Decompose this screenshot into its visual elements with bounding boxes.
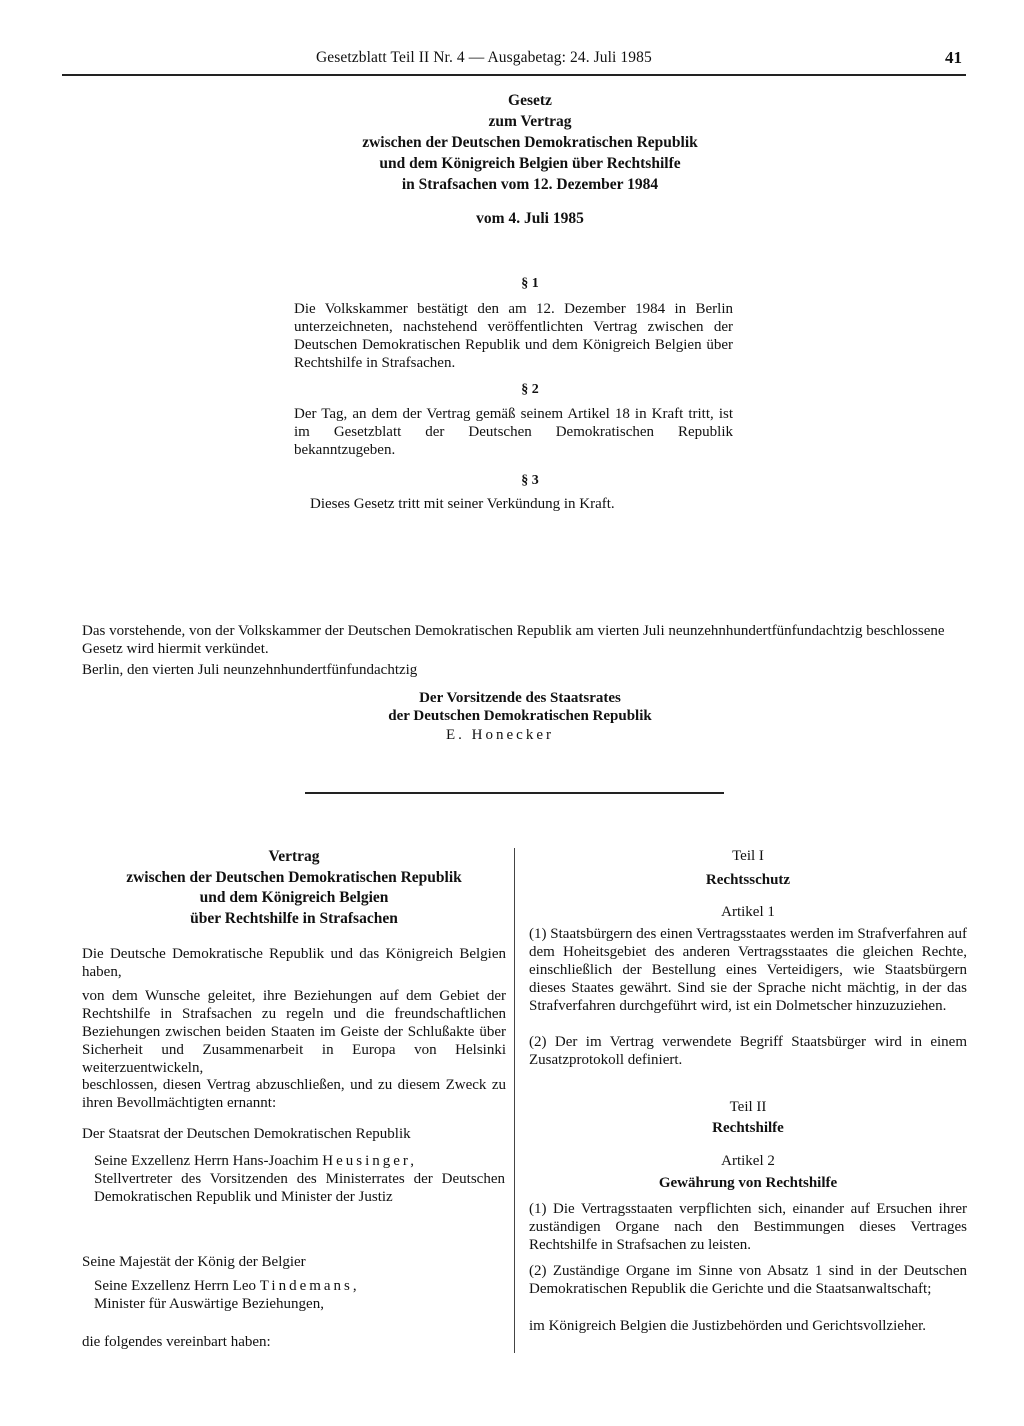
- section-1-heading: § 1: [521, 276, 539, 291]
- treaty-title-line: und dem Königreich Belgien: [199, 889, 389, 906]
- law-title-line: in Strafsachen vom 12. Dezember 1984: [401, 176, 659, 193]
- section-3-text: Dieses Gesetz tritt mit seiner Verkündung in Kraft.: [310, 496, 615, 512]
- column-divider: [514, 848, 515, 1353]
- article-1-label: Artikel 1: [721, 904, 775, 920]
- article-2-paragraph-1: (1) Die Vertragsstaaten verpflichten sich, einander auf Ersuchen ihrer zuständigen Organe nach den Bestimmungen dieses Vertrages Rechtshilfe in Strafsachen zu leisten.: [529, 1201, 967, 1253]
- law-title-line: Gesetz: [508, 92, 552, 109]
- law-title: [210, 90, 850, 195]
- treaty-title: [82, 847, 506, 929]
- page-header: [62, 44, 966, 76]
- section-2-heading: § 2: [521, 382, 539, 397]
- party-2: Seine Majestät der König der Belgier: [82, 1254, 306, 1270]
- signatory-name: E. Honecker: [446, 727, 554, 743]
- plenipotentiary-1: [94, 1152, 505, 1206]
- plenipotentiary-1-role: Stellvertreter des Vorsitzenden des Ministerrates der Deutschen Demokratischen Republik und Minister der Justiz: [94, 1171, 505, 1205]
- part-1-label: Teil I: [732, 848, 764, 864]
- plenipotentiary-2-prefix: Seine Exzellenz Herrn Leo: [94, 1278, 257, 1294]
- party-1: Der Staatsrat der Deutschen Demokratischen Republik: [82, 1126, 411, 1142]
- page-number: 41: [945, 48, 962, 67]
- article-1-paragraph-1: (1) Staatsbürgern des einen Vertragsstaates werden im Strafverfahren auf dem Hoheitsgebiet des anderen Vertragsstaates die gleichen Rechte, einschließlich der Bestellung eines Verteidigers, wie Staatsbürgern dieses Staates gewährt. Sind sie der Sprache nicht mächtig, in der das Strafverfahren durchgeführt wird, ist ein Dolmetscher hinzuzuziehen.: [529, 926, 967, 1014]
- law-title-line: zwischen der Deutschen Demokratischen Republik: [362, 134, 698, 151]
- part-1-title: Rechtsschutz: [705, 872, 791, 888]
- signatory-title-1: Der Vorsitzende des Staatsrates: [419, 690, 621, 706]
- treaty-title-line: über Rechtshilfe in Strafsachen: [190, 909, 398, 927]
- promulgation-text: Das vorstehende, von der Volkskammer der Deutschen Demokratischen Republik am vierten Juli neunzehnhundertfünfundachtzig beschlossene Gesetz wird hiermit verkündet.: [82, 623, 945, 657]
- plenipotentiary-2-name: Tindemans,: [259, 1278, 360, 1294]
- closing-formula: die folgendes vereinbart haben:: [82, 1334, 271, 1350]
- article-2-paragraph-2: (2) Zuständige Organe im Sinne von Absatz 1 sind in der Deutschen Demokratischen Republik die Gerichte und die Staatsanwaltschaft;: [529, 1263, 967, 1297]
- plenipotentiary-2-role: Minister für Auswärtige Beziehungen,: [94, 1296, 324, 1312]
- plenipotentiary-1-prefix: Seine Exzellenz Herrn Hans-Joachim: [94, 1153, 319, 1169]
- section-3-heading: § 3: [521, 473, 539, 488]
- promulgation-place-date: Berlin, den vierten Juli neunzehnhundertfünfundachtzig: [82, 662, 418, 678]
- law-title-line: zum Vertrag: [488, 113, 572, 130]
- treaty-title-line: zwischen der Deutschen Demokratischen Republik: [126, 868, 462, 886]
- article-2-title: Gewährung von Rechtshilfe: [658, 1175, 838, 1191]
- part-2-label: Teil II: [729, 1099, 767, 1115]
- article-2-paragraph-3: im Königreich Belgien die Justizbehörden und Gerichtsvollzieher.: [529, 1318, 926, 1334]
- part-2-title: Rechtshilfe: [712, 1120, 784, 1136]
- section-1-text: Die Volkskammer bestätigt den am 12. Dezember 1984 in Berlin unterzeichneten, nachstehend veröffentlichten Vertrag zwischen der Deutschen Demokratischen Republik und dem Königreich Belgien über Rechtshilfe in Strafsachen.: [294, 301, 733, 371]
- article-2-label: Artikel 2: [721, 1153, 775, 1169]
- preamble-2: von dem Wunsche geleitet, ihre Beziehungen auf dem Gebiet der Rechtshilfe in Strafsachen zu regeln und die freundschaftlichen Beziehungen zwischen beiden Staaten im Geiste der Schlußakte über Sicherheit und Zusammenarbeit in Europa von Helsinki weiterzuentwickeln,: [82, 988, 506, 1076]
- plenipotentiary-2: [94, 1277, 505, 1313]
- horizontal-rule: [305, 792, 724, 794]
- law-date: vom 4. Juli 1985: [476, 210, 584, 227]
- preamble-1: Die Deutsche Demokratische Republik und das Königreich Belgien haben,: [82, 946, 506, 980]
- plenipotentiary-1-name: Heusinger,: [322, 1153, 418, 1169]
- treaty-title-line: Vertrag: [268, 848, 320, 865]
- law-title-line: und dem Königreich Belgien über Rechtshilfe: [379, 155, 681, 172]
- preamble-3: beschlossen, diesen Vertrag abzuschließen, und zu diesem Zweck zu ihren Bevollmächtigten ernannt:: [82, 1077, 506, 1111]
- gazette-title: Gesetzblatt Teil II Nr. 4 — Ausgabetag: 24. Juli 1985: [316, 49, 652, 66]
- promulgation-block: [82, 622, 966, 679]
- section-2-text: Der Tag, an dem der Vertrag gemäß seinem Artikel 18 in Kraft tritt, ist im Gesetzblatt der Deutschen Demokratischen Republik bekanntzugeben.: [294, 406, 733, 458]
- signatory-title-2: der Deutschen Demokratischen Republik: [388, 708, 652, 724]
- article-1-paragraph-2: (2) Der im Vertrag verwendete Begriff Staatsbürger wird in einem Zusatzprotokoll definiert.: [529, 1034, 967, 1068]
